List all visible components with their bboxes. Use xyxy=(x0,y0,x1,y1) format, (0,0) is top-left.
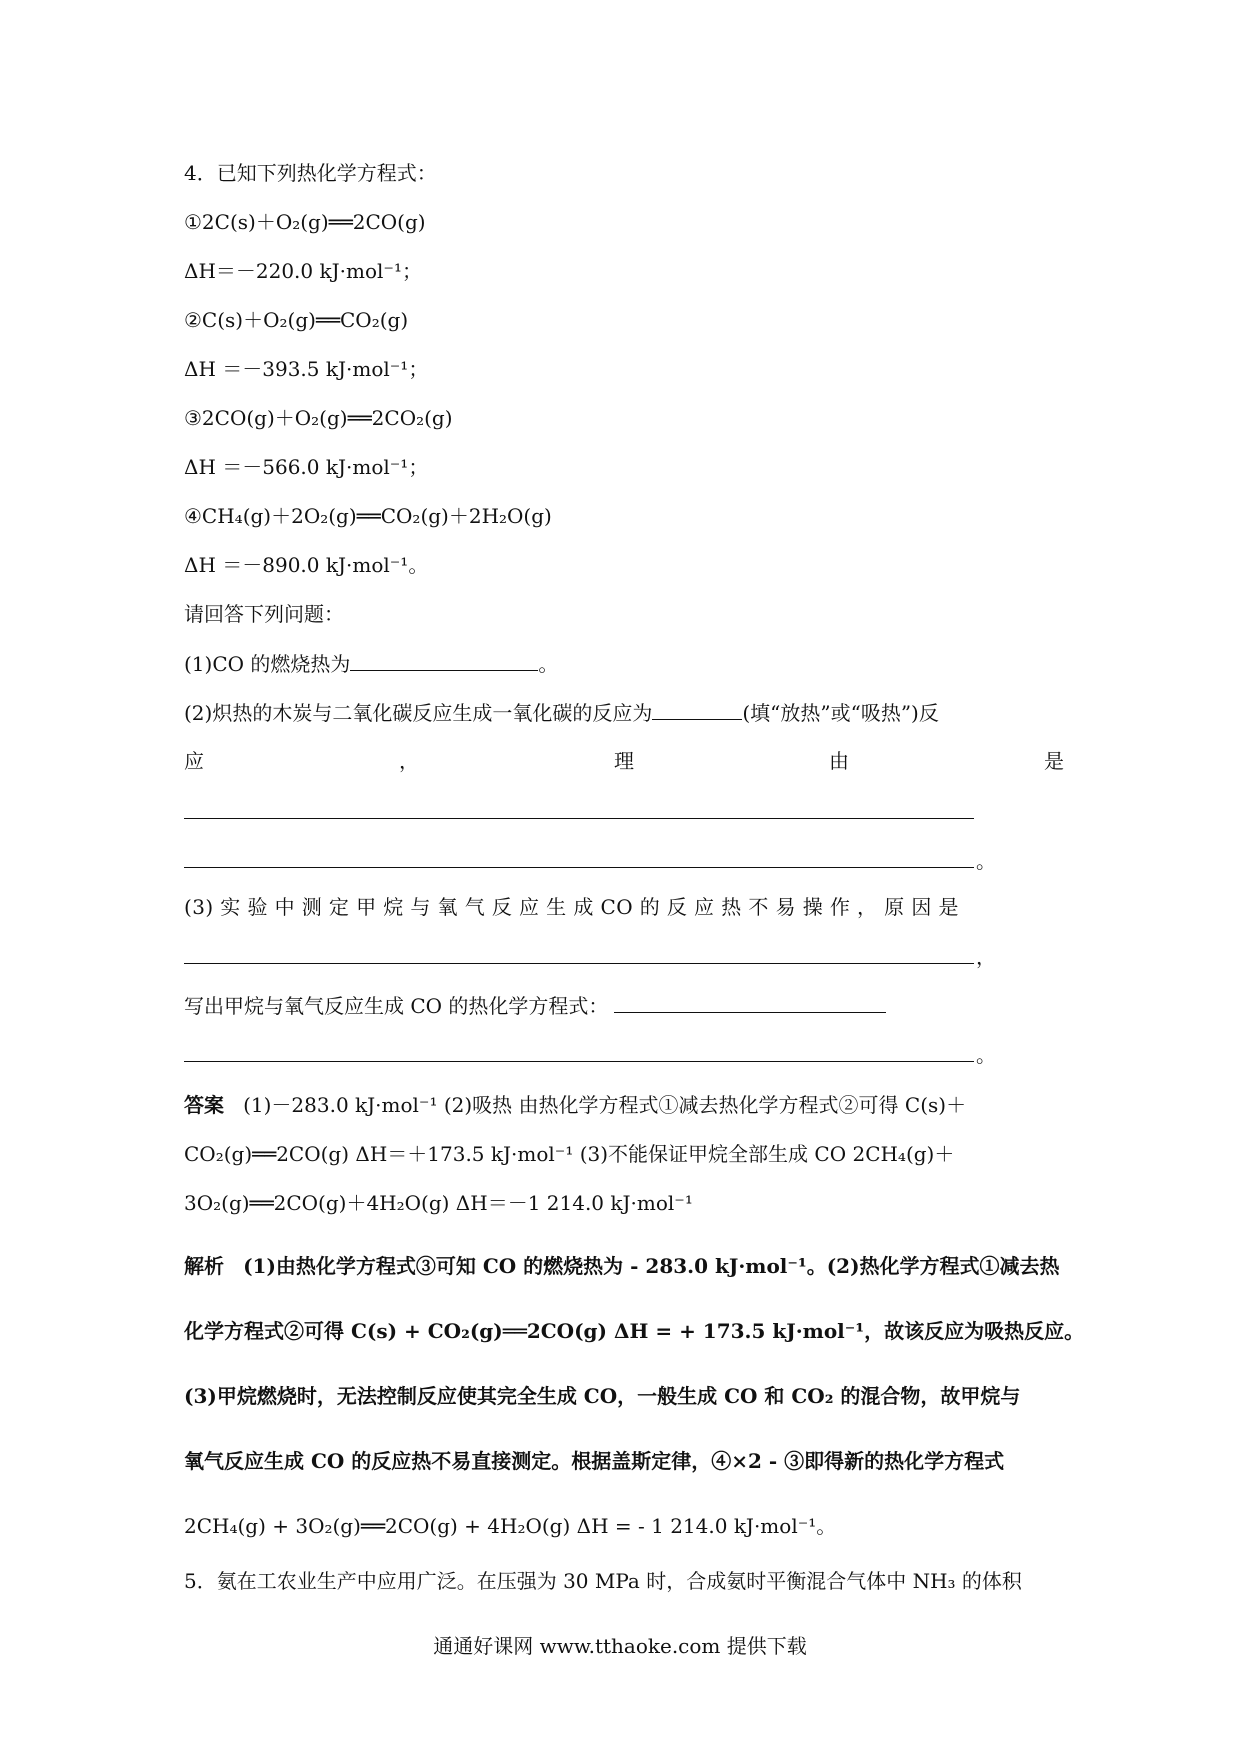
part-2-blank[interactable] xyxy=(652,697,742,720)
part-2-char: 应 xyxy=(184,749,204,773)
part-3-answer-line[interactable] xyxy=(184,963,974,964)
analysis-label: 解析 xyxy=(184,1254,224,1278)
answer-line-3: 3O₂(g)══2CO(g)＋4H₂O(g) ΔH＝－1 214.0 kJ·mol⁻¹ xyxy=(184,1191,693,1215)
part-1-blank[interactable] xyxy=(350,648,538,671)
analysis-line-5: 2CH₄(g) + 3O₂(g)══2CO(g) + 4H₂O(g) ΔH = - 1 214.0 kJ·mol⁻¹。 xyxy=(184,1514,837,1538)
enthalpy-1: ΔH＝－220.0 kJ·mol⁻¹； xyxy=(184,259,422,283)
enthalpy-4: ΔH ＝－890.0 kJ·mol⁻¹。 xyxy=(184,553,429,577)
analysis-line-4: 氧气反应生成 CO 的反应热不易直接测定。根据盖斯定律，④×2 - ③即得新的热化学方程式 xyxy=(184,1449,1005,1473)
analysis-line-3: (3)甲烷燃烧时，无法控制反应使其完全生成 CO，一般生成 CO 和 CO₂ 的混合物，故甲烷与 xyxy=(184,1384,1021,1408)
answer-line-2: CO₂(g)══2CO(g) ΔH＝＋173.5 kJ·mol⁻¹ (3)不能保证甲烷全部生成 CO 2CH₄(g)＋ xyxy=(184,1142,955,1166)
part-2-char: 理 xyxy=(614,749,634,773)
question-4-intro: 4．已知下列热化学方程式： xyxy=(184,161,437,185)
part-3-text: (3) 实 验 中 测 定 甲 烷 与 氧 气 反 应 生 成 CO 的 反 应 热 不 易 操 作 ， 原 因 是 xyxy=(184,895,959,919)
part-3-write-text: 写出甲烷与氧气反应生成 CO 的热化学方程式： xyxy=(184,994,609,1018)
equation-2: ②C(s)＋O₂(g)══CO₂(g) xyxy=(184,308,409,332)
footer-text: 通通好课网 www.tthaoke.com 提供下载 xyxy=(433,1634,807,1658)
part-2-answer-line-2[interactable] xyxy=(184,867,974,868)
part-1-line xyxy=(184,648,558,679)
analysis-text-1: (1)由热化学方程式③可知 CO 的燃烧热为 - 283.0 kJ·mol⁻¹。(2)热化学方程式①减去热 xyxy=(243,1254,1060,1278)
enthalpy-2: ΔH ＝－393.5 kJ·mol⁻¹； xyxy=(184,357,429,381)
part-3-period: 。 xyxy=(976,1043,996,1067)
part-2-hint: (填“放热”或“吸热”)反 xyxy=(742,701,939,725)
enthalpy-3: ΔH ＝－566.0 kJ·mol⁻¹； xyxy=(184,455,429,479)
part-2-answer-line-1[interactable] xyxy=(184,818,974,819)
part-2-line xyxy=(184,697,939,728)
part-3-write-line xyxy=(184,990,886,1021)
answer-text-1: (1)－283.0 kJ·mol⁻¹ (2)吸热 由热化学方程式①减去热化学方程式②可得 C(s)＋ xyxy=(243,1093,967,1117)
part-2-char: 由 xyxy=(829,749,849,773)
equation-3: ③2CO(g)＋O₂(g)══2CO₂(g) xyxy=(184,406,453,430)
part-2-reason-line xyxy=(184,746,1064,776)
question-5-text: 5．氨在工农业生产中应用广泛。在压强为 30 MPa 时，合成氨时平衡混合气体中 NH₃ 的体积 xyxy=(184,1569,1022,1593)
part-1-end: 。 xyxy=(538,652,559,676)
part-3-comma: ， xyxy=(976,945,996,969)
analysis-line-2: 化学方程式②可得 C(s) + CO₂(g)══2CO(g) ΔH = + 173.5 kJ·mol⁻¹，故该反应为吸热反应。 xyxy=(184,1319,1085,1343)
part-1-text: (1)CO 的燃烧热为 xyxy=(184,652,351,676)
answer-line-1 xyxy=(184,1090,966,1120)
part-2-text: (2)炽热的木炭与二氧化碳反应生成一氧化碳的反应为 xyxy=(184,701,653,725)
analysis-line-1 xyxy=(184,1251,1060,1281)
part-3-equation-line[interactable] xyxy=(184,1061,974,1062)
answer-label: 答案 xyxy=(184,1093,224,1117)
equation-4: ④CH₄(g)＋2O₂(g)══CO₂(g)＋2H₂O(g) xyxy=(184,504,552,528)
part-2-period: 。 xyxy=(976,849,996,873)
equation-1: ①2C(s)＋O₂(g)══2CO(g) xyxy=(184,210,426,234)
part-2-char: ， xyxy=(399,749,419,773)
answer-prompt: 请回答下列问题： xyxy=(184,602,344,626)
part-2-char: 是 xyxy=(1044,749,1064,773)
part-3-equation-blank[interactable] xyxy=(614,990,886,1013)
